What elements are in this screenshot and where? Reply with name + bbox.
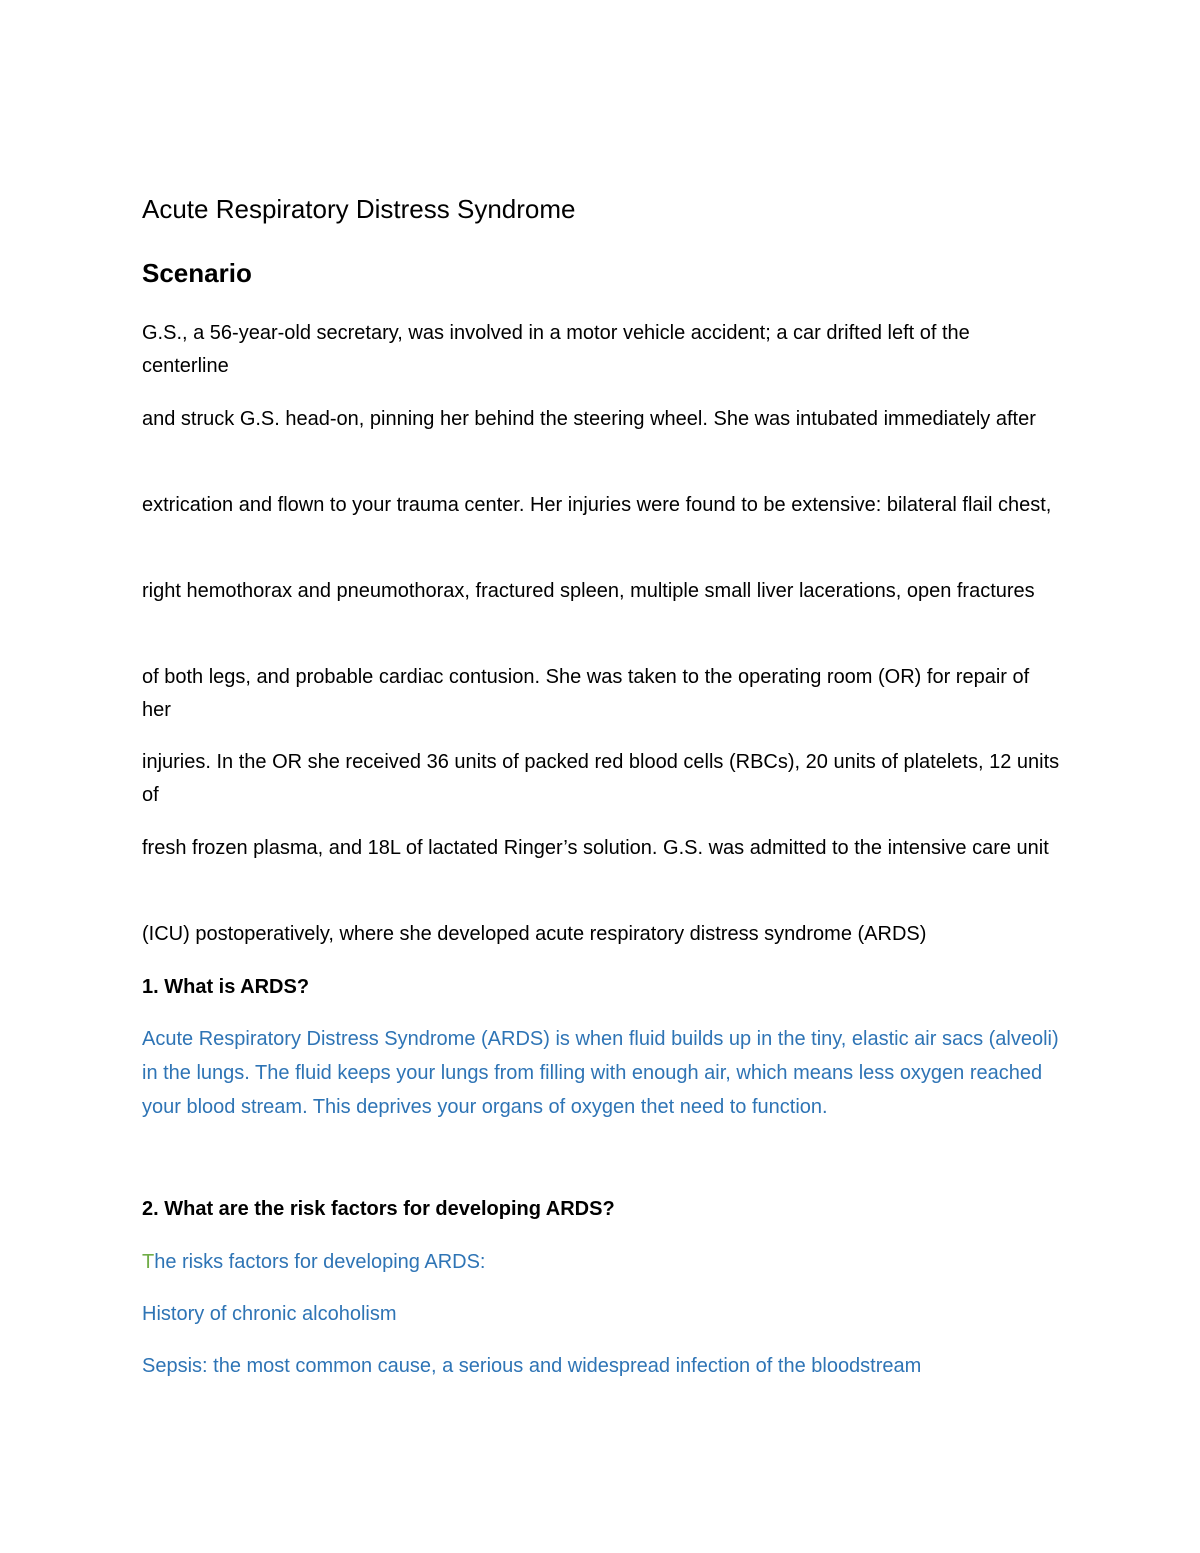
risk-factor-item: Sepsis: the most common cause, a serious and widespread infection of the bloodstream [142,1355,922,1377]
scenario-paragraph: and struck G.S. head-on, pinning her behind the steering wheel. She was intubated immediately after [142,408,1036,430]
answer-1: Acute Respiratory Distress Syndrome (ARDS) is when fluid builds up in the tiny, elastic air sacs (alveoli) in the lungs. The fluid keeps your lungs from filling with enough air, which means less oxygen reached your blood stream. This deprives your organs of oxygen thet need to function. [142,1028,1059,1118]
question-2: 2. What are the risk factors for developing ARDS? [142,1198,615,1220]
scenario-paragraph: fresh frozen plasma, and 18L of lactated Ringer’s solution. G.S. was admitted to the intensive care unit [142,837,1049,859]
section-heading-scenario: Scenario [142,258,252,288]
scenario-paragraph: injuries. In the OR she received 36 units of packed red blood cells (RBCs), 20 units of platelets, 12 units of [142,751,1060,806]
scenario-paragraph: right hemothorax and pneumothorax, fractured spleen, multiple small liver lacerations, open fractures [142,580,1035,602]
scenario-paragraph: of both legs, and probable cardiac contusion. She was taken to the operating room (OR) for repair of her [142,666,1030,721]
accent-first-letter: T [142,1251,155,1273]
question-1: 1. What is ARDS? [142,976,310,998]
risk-factor-item: History of chronic alcoholism [142,1303,397,1325]
answer-2-intro [142,1246,1062,1279]
scenario-paragraph: extrication and flown to your trauma center. Her injuries were found to be extensive: bilateral flail chest, [142,494,1052,516]
scenario-paragraph: (ICU) postoperatively, where she developed acute respiratory distress syndrome (ARDS) [142,923,927,945]
document-title: Acute Respiratory Distress Syndrome [142,194,576,224]
answer-2-intro-text: he risks factors for developing ARDS: [154,1251,486,1273]
scenario-paragraph: G.S., a 56-year-old secretary, was involved in a motor vehicle accident; a car drifted left of the centerline [142,322,970,377]
